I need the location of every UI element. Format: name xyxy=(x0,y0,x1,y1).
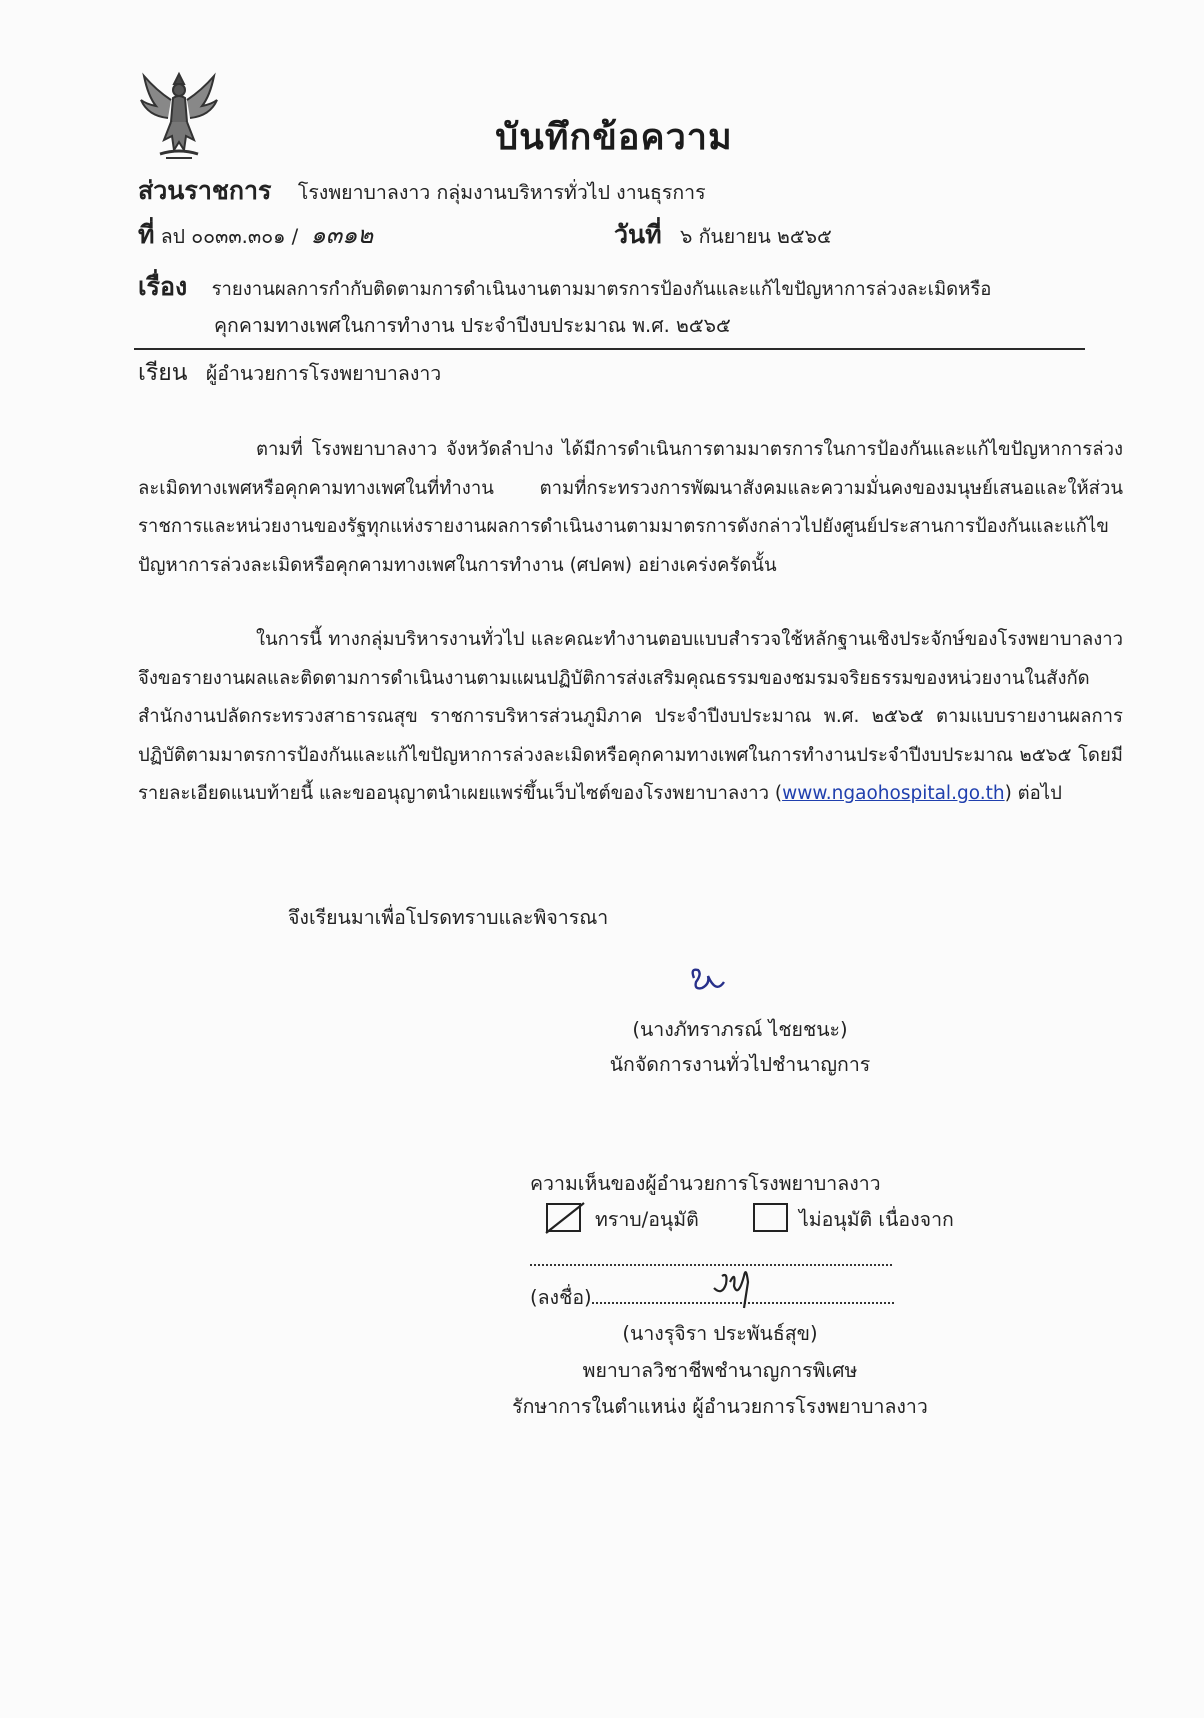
signer-1-name: (นางภัทราภรณ์ ไชยชนะ) xyxy=(632,1018,848,1041)
ref-row xyxy=(138,222,373,247)
date-label: วันที่ xyxy=(614,220,662,249)
agency-row xyxy=(138,178,706,203)
subject-line-1: รายงานผลการกำกับติดตามการดำเนินงานตามมาตรการป้องกันและแก้ไขปัญหาการล่วงละเมิดหรือ xyxy=(211,279,992,300)
closing-text: จึงเรียนมาเพื่อโปรดทราบและพิจารณา xyxy=(288,906,609,929)
signer-2-name: (นางรุจิรา ประพันธ์สุข) xyxy=(622,1322,818,1345)
approve-label: ทราบ/อนุมัติ xyxy=(595,1208,699,1231)
signer-1-position: นักจัดการงานทั่วไปชำนาญการ xyxy=(609,1052,871,1076)
signer-2-block xyxy=(512,1322,928,1418)
body-paragraph-1-text: ตามที่ โรงพยาบาลงาว จังหวัดลำปาง ได้มีการดำเนินการตามมาตรการในการป้องกันและแก้ไขปัญหาการล่วงละเมิดทางเพศหรือคุกคามทางเพศในที่ทำงาน ตามที่กระทรวงการพัฒนาสังคมและความมั่นคงของมนุษย์เสนอและให้ส่วนราชการและหน่วยงานของรัฐทุกแห่งรายงานผลการดำเนินงานตามมาตรการดังกล่าวไปยังศูนย์ประสานการป้องกันและแก้ไขปัญหาการล่วงละเมิดหรือคุกคามทางเพศในการทำงาน (ศปคพ) อย่างเคร่งครัดนั้น xyxy=(138,439,1123,576)
signer-1-block xyxy=(560,1020,920,1074)
agency-value: โรงพยาบาลงาว กลุ่มงานบริหารทั่วไป งานธุรการ xyxy=(297,181,706,204)
body-paragraph-2-text: ในการนี้ ทางกลุ่มบริหารงานทั่วไป และคณะทำงานตอบแบบสำรวจใช้หลักฐานเชิงประจักษ์ของโรงพยาบาลงาว จึงขอรายงานผลและติดตามการดำเนินงานตามแผนปฏิบัติการส่งเสริมคุณธรรมของชมรมจริยธรรมของหน่วยงานในสังกัดสำนักงานปลัดกระทรวงสาธารณสุข ราชการบริหารส่วนภูมิภาค ประจำปีงบประมาณ พ.ศ. ๒๕๖๕ ตามแบบรายงานผลการปฏิบัติตามมาตรการป้องกันและแก้ไขปัญหาการล่วงละเมิดหรือคุกคามทางเพศในการทำงานประจำปีงบประมาณ ๒๕๖๕ โดยมีรายละเอียดแนบท้ายนี้ และขออนุญาตนำเผยแพร่ขึ้นเว็บไซต์ของโรงพยาบาลงาว ( xyxy=(138,629,1123,804)
header-divider xyxy=(134,348,1085,350)
to-value: ผู้อำนวยการโรงพยาบาลงาว xyxy=(205,362,442,385)
body-paragraph-2-end: ) ต่อไป xyxy=(1004,783,1062,804)
body-paragraph-1 xyxy=(138,431,1123,585)
reject-label: ไม่อนุมัติ เนื่องจาก xyxy=(799,1208,954,1231)
to-label: เรียน xyxy=(138,360,188,386)
subject-label: เรื่อง xyxy=(138,272,188,301)
date-row xyxy=(614,222,832,247)
signer-2-position-1: พยาบาลวิชาชีพชำนาญการพิเศษ xyxy=(582,1358,858,1382)
reject-checkbox[interactable] xyxy=(753,1203,788,1232)
body-paragraph-2 xyxy=(138,621,1123,814)
document-title: บันทึกข้อความ xyxy=(495,117,733,158)
signature-1-icon xyxy=(688,964,732,998)
agency-label: ส่วนราชการ xyxy=(138,176,272,205)
subject-line-2: คุกคามทางเพศในการทำงาน ประจำปีงบประมาณ พ.ศ. ๒๕๖๕ xyxy=(214,314,731,337)
date-value: ๖ กันยายน ๒๕๖๕ xyxy=(680,225,832,248)
signer-2-position-2: รักษาการในตำแหน่ง ผู้อำนวยการโรงพยาบาลงาว xyxy=(512,1395,928,1418)
to-row xyxy=(138,362,441,385)
approve-checkbox[interactable] xyxy=(546,1203,581,1232)
ref-value: ลป ๐๐๓๓.๓๐๑ / xyxy=(160,225,299,248)
checkmark-icon xyxy=(542,1199,586,1235)
ref-label: ที่ xyxy=(138,220,155,249)
signature-2-icon xyxy=(708,1262,764,1312)
approval-heading: ความเห็นของผู้อำนวยการโรงพยาบาลงาว xyxy=(530,1172,881,1195)
ref-handwritten-number: ๑๓๑๒ xyxy=(310,221,374,249)
subject-row xyxy=(138,274,991,300)
hospital-website-link[interactable]: www.ngaohospital.go.th xyxy=(782,783,1005,804)
sign-label: (ลงชื่อ) xyxy=(530,1286,592,1309)
